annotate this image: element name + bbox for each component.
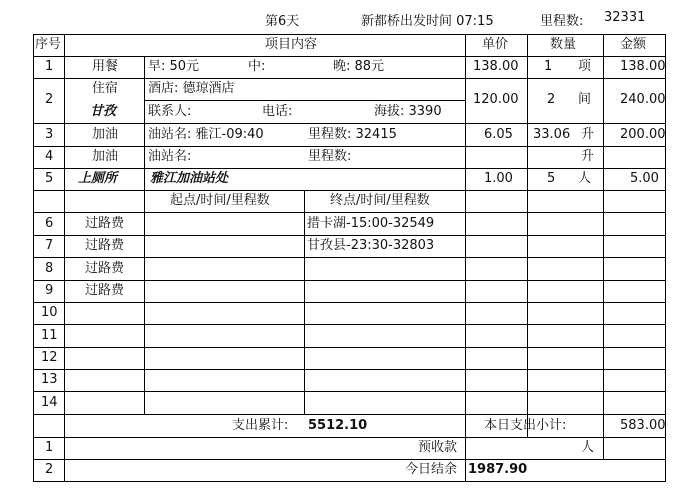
quantity: 5 [547,171,556,186]
phone: 电话: [262,104,293,119]
row-seq: 8 [45,261,54,276]
row-item: 过路费 [85,238,125,253]
quantity: 2 [547,92,556,107]
daily-subtotal-label: 本日支出小计: [484,418,567,433]
unit-price: 6.05 [484,127,513,142]
cumulative-label: 支出累计: [232,418,289,433]
row-item: 加油 [92,127,119,142]
footer-seq: 2 [45,462,54,477]
col-quantity: 数量 [550,37,577,52]
hotel: 酒店: 德琼酒店 [148,81,235,96]
day-label: 第6天 [265,14,300,29]
row-item: 住宿 [92,81,119,96]
departure-time: 新都桥出发时间 07:15 [361,14,494,29]
quantity: 1 [544,59,553,74]
quantity-unit: 人 [578,171,592,186]
row-seq: 11 [41,328,58,343]
footer-seq: 1 [45,440,54,455]
daily-subtotal-value: 583.00 [620,418,666,433]
row-item: 加油 [92,149,119,164]
row-seq: 1 [45,59,54,74]
row-item: 过路费 [85,261,125,276]
unit-price: 120.00 [473,92,519,107]
row-seq: 3 [45,127,54,142]
row-item: 用餐 [92,59,119,74]
row-item: 过路费 [85,283,125,298]
unit-price: 1.00 [484,171,513,186]
row-seq: 6 [45,216,54,231]
prepaid-unit: 人 [581,440,595,455]
quantity-unit: 升 [581,127,595,142]
quantity-unit: 升 [581,149,595,164]
amount: 138.00 [620,59,666,74]
balance-value: 1987.90 [468,462,528,477]
col-unit-price: 单价 [482,37,509,52]
row-seq: 4 [45,149,54,164]
start-mileage-label: 里程数: [540,14,584,29]
col-content: 项目内容 [265,37,318,52]
row-seq: 7 [45,238,54,253]
amount: 5.00 [630,171,659,186]
cumulative-value: 5512.10 [308,418,368,433]
row-seq: 13 [41,372,58,387]
col-amount: 金额 [620,37,647,52]
gas-station: 油站名: [148,149,192,164]
row-seq: 14 [41,395,58,410]
altitude: 海拔: 3390 [374,104,442,119]
row-item: 过路费 [85,216,125,231]
restroom-location: 雅江加油站处 [150,171,229,186]
gas-station: 油站名: 雅江-09:40 [148,127,264,142]
col-end-point: 终点/时间/里程数 [330,193,430,208]
col-start-point: 起点/时间/里程数 [170,193,270,208]
lunch: 中: [248,59,266,74]
prepaid-label: 预收款 [418,440,458,455]
row-item-handwritten: 甘孜 [90,104,117,119]
row-seq: 12 [41,350,58,365]
unit-price: 138.00 [473,59,519,74]
row-item-handwritten: 上厕所 [78,171,118,186]
balance-label: 今日结余 [405,462,458,477]
contact: 联系人: [148,104,192,119]
toll-end-point: 甘孜县-23:30-32803 [307,238,435,253]
mileage: 里程数: [308,149,352,164]
row-seq: 9 [45,283,54,298]
breakfast: 早: 50元 [148,59,200,74]
mileage: 里程数: 32415 [308,127,397,142]
start-mileage-value: 32331 [604,10,646,25]
col-seq: 序号 [35,37,62,52]
dinner: 晚: 88元 [333,59,385,74]
amount: 240.00 [620,92,666,107]
row-seq: 5 [45,171,54,186]
amount: 200.00 [620,127,666,142]
row-seq: 10 [41,305,58,320]
quantity: 33.06 [533,127,571,142]
toll-end-point: 措卡湖-15:00-32549 [307,216,435,231]
quantity-unit: 项 [578,59,592,74]
row-seq: 2 [45,92,54,107]
quantity-unit: 间 [578,92,592,107]
